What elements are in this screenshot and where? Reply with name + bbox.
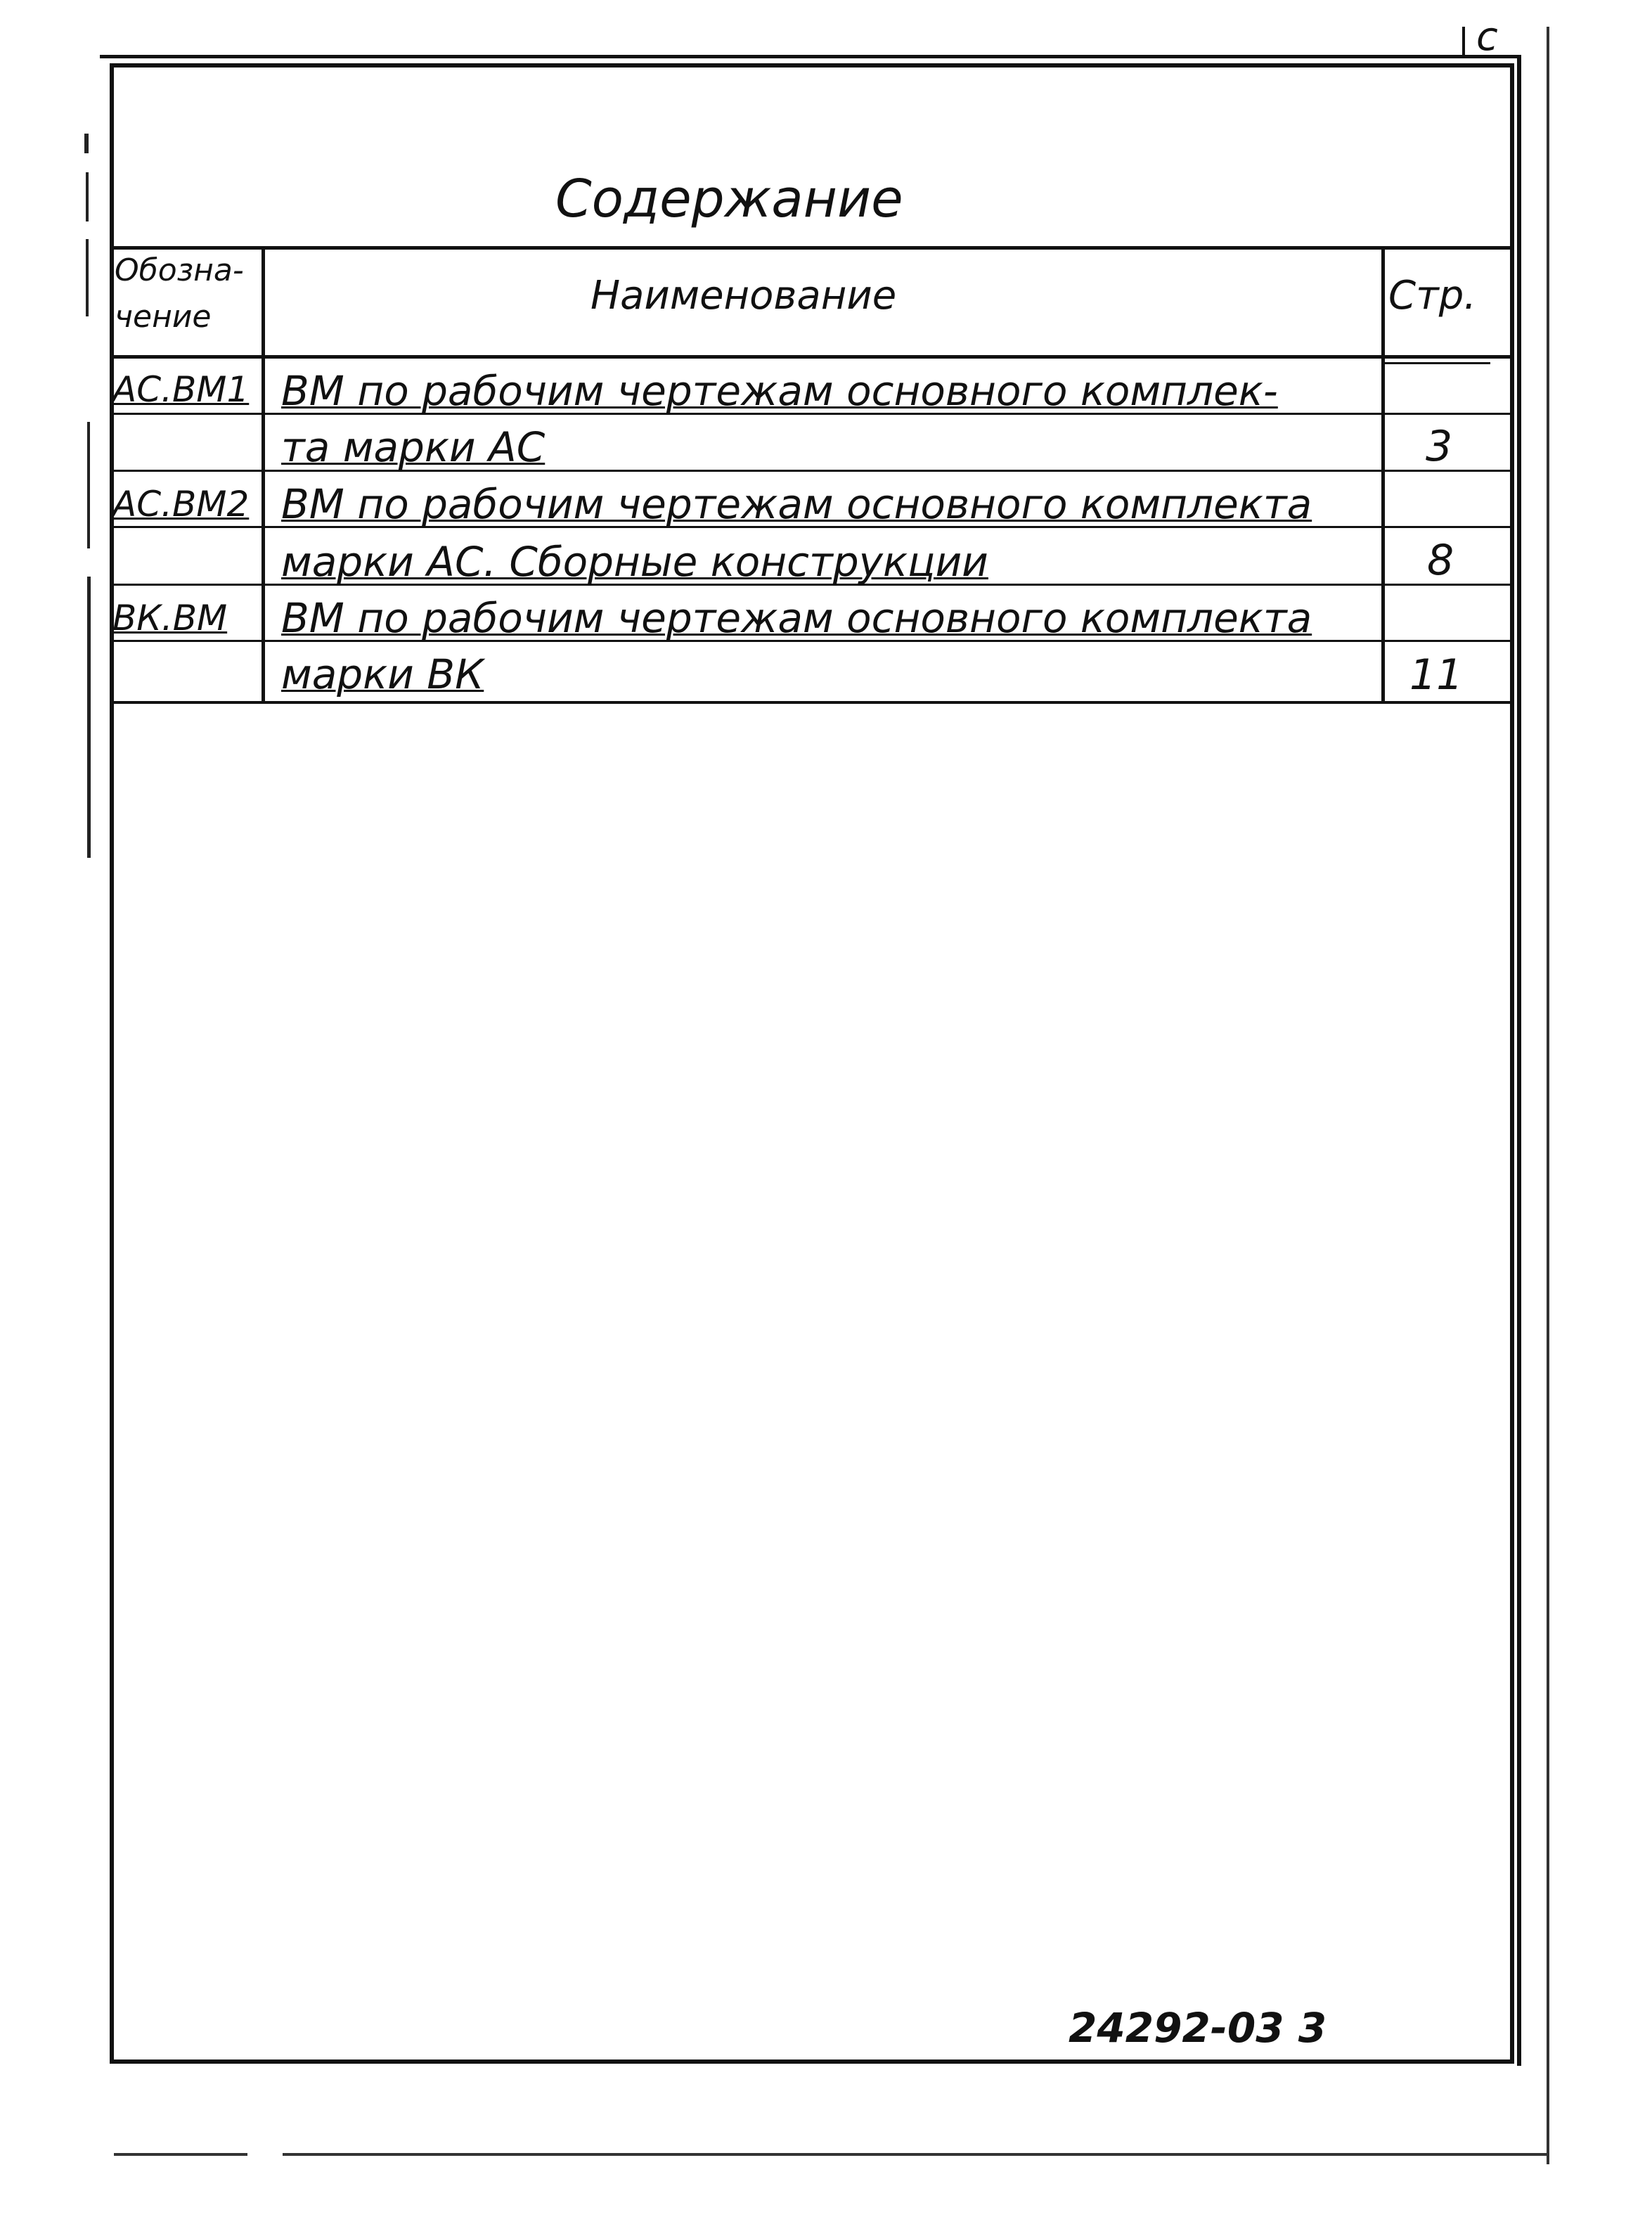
header-name: Наименование — [591, 273, 897, 319]
sheet-corner-mark: с — [1476, 14, 1498, 60]
drawing-frame — [110, 63, 1514, 2064]
row-code: АС.ВМ1 — [112, 369, 250, 410]
page-title: Содержание — [555, 169, 903, 229]
binding-mark — [87, 422, 90, 548]
frame-trim-line-bottom-left — [114, 2153, 247, 2156]
table-top-border — [110, 246, 1514, 250]
binding-mark — [87, 577, 91, 858]
frame-trim-line-right — [1547, 27, 1549, 2164]
sheet-corner-tick — [1462, 27, 1465, 58]
table-bottom-border — [110, 701, 1514, 704]
row-code: ВК.ВМ — [112, 598, 228, 638]
row-separator — [1381, 362, 1490, 364]
header-page: Стр. — [1388, 273, 1477, 319]
row-page: 8 — [1427, 536, 1454, 585]
row-name-line: ВМ по рабочим чертежам основного комплекта — [281, 480, 1312, 528]
row-page: 11 — [1409, 650, 1464, 700]
row-name-line: марки АС. Сборные конструкции — [281, 538, 988, 586]
table-column-divider — [1381, 246, 1385, 703]
binding-mark — [86, 172, 89, 221]
header-designation: Обозна- чение — [115, 252, 244, 335]
binding-mark — [86, 239, 89, 316]
row-code: АС.ВМ2 — [112, 484, 250, 525]
table-header-bottom-border — [110, 355, 1514, 359]
row-name-line: марки ВК — [281, 650, 484, 698]
row-name-line: ВМ по рабочим чертежам основного комплекта — [281, 594, 1312, 642]
table-column-divider — [262, 246, 265, 703]
row-page: 3 — [1426, 422, 1453, 471]
frame-trim-line-bottom — [283, 2153, 1548, 2156]
document-code: 24292-03 3 — [1069, 2004, 1327, 2052]
row-name-line: та марки АС — [281, 423, 546, 471]
row-name-line: ВМ по рабочим чертежам основного комплек- — [281, 367, 1278, 415]
binding-mark — [84, 134, 89, 153]
